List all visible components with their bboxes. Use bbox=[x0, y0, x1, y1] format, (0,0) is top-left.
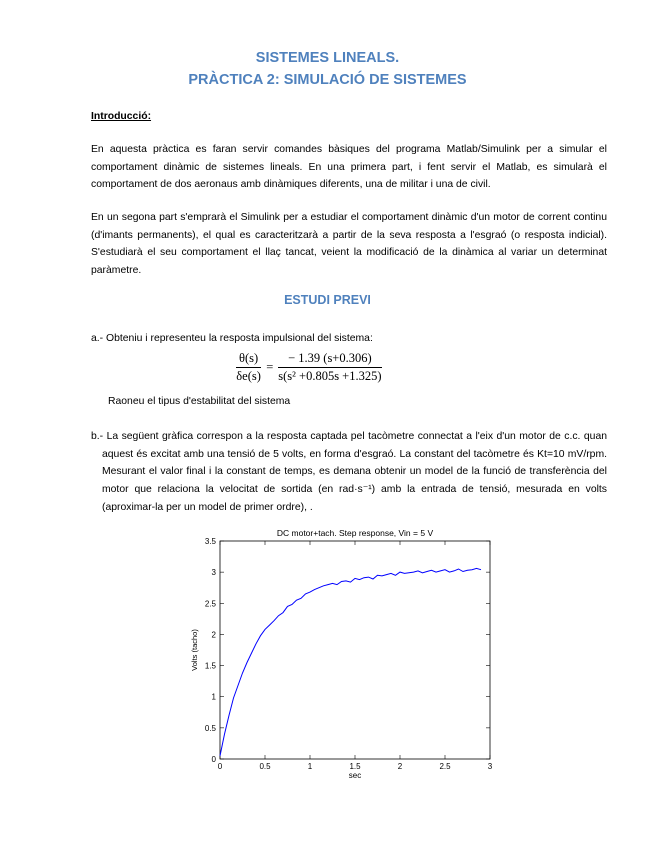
x-tick-label: 1.5 bbox=[349, 762, 361, 771]
y-tick-label: 2.5 bbox=[204, 599, 216, 609]
document-title-line2: PRÀCTICA 2: SIMULACIÓ DE SISTEMES bbox=[188, 72, 467, 88]
plot-area bbox=[220, 541, 490, 759]
x-tick-label: 1 bbox=[307, 762, 313, 771]
document-title-line1: SISTEMES LINEALS. bbox=[255, 50, 400, 66]
equation-lhs-denominator: δe(s) bbox=[236, 369, 261, 383]
x-tick-label: 2 bbox=[397, 762, 403, 771]
equation-rhs-denominator: s(s² +0.805s +1.325) bbox=[278, 369, 382, 383]
y-tick-label: 0.5 bbox=[204, 723, 216, 733]
y-tick-label: 3 bbox=[211, 568, 216, 578]
question-a-subtext: Raoneu el tipus d'estabilitat del sistema bbox=[108, 396, 291, 407]
x-tick-label: 0.5 bbox=[259, 762, 271, 771]
step-response-chart bbox=[186, 524, 506, 786]
x-tick-label: 2.5 bbox=[439, 762, 451, 771]
y-tick-label: 3.5 bbox=[204, 537, 216, 546]
equation-lhs bbox=[236, 350, 261, 385]
section-heading-estudi-previ: ESTUDI PREVI bbox=[284, 293, 371, 307]
transfer-function-equation bbox=[236, 350, 382, 385]
question-a: a.- Obteniu i representeu la resposta impulsional del sistema: bbox=[91, 333, 373, 344]
equation-lhs-numerator: θ(s) bbox=[236, 350, 261, 368]
equation-rhs bbox=[278, 350, 381, 385]
chart-y-axis-label: Volts (tacho) bbox=[190, 629, 199, 671]
y-tick-label: 0 bbox=[211, 755, 216, 764]
chart-x-axis-label: sec bbox=[348, 771, 362, 780]
intro-heading: Introducció: bbox=[91, 111, 152, 122]
equation-equals: = bbox=[266, 360, 274, 374]
question-b: b.- La següent gràfica correspon a la resposta captada pel tacòmetre connectat a l'eix d'un motor de c.c. quan aquest és excitat amb una tensió de 5 volts, en forma d'esgraó. La constant del tacòmetre és Kt=10 mV/rpm. Mesurant el valor final i la constant de temps, es demana obtenir un model de la funció de transferència del motor que relaciona la velocitat de sortida (en rad·s⁻¹) amb la entrada de tensió, mesurada en volts (aproximar-la per un model de primer ordre), . bbox=[91, 431, 607, 513]
intro-paragraph-1: En aquesta pràctica es faran servir comandes bàsiques del programa Matlab/Simulink per a simular el comportament dinàmic de sistemes lineals. En una primera part, i fent servir el Matlab, es simularà el comportament de dos aeronaus amb dinàmiques diferents, una de militar i una de civil. bbox=[91, 144, 607, 191]
equation-rhs-numerator: − 1.39 (s+0.306) bbox=[278, 350, 381, 368]
intro-paragraph-2: En un segona part s'emprarà el Simulink per a estudiar el comportament dinàmic d'un motor de corrent continu (d'imants permanents), el qual es caracteritzarà a partir de la seva resposta a l'esgraó (o resposta indicial). S'estudiarà el seu comportament el llaç tancat, veient la modificació de la dinàmica al variar un determinat paràmetre. bbox=[91, 212, 607, 277]
y-tick-label: 1 bbox=[211, 692, 216, 702]
x-tick-label: 0 bbox=[217, 762, 223, 771]
chart-title: DC motor+tach. Step response, Vin = 5 V bbox=[276, 528, 434, 538]
x-tick-label: 3 bbox=[487, 762, 493, 771]
y-tick-label: 1.5 bbox=[204, 661, 216, 671]
y-tick-label: 2 bbox=[211, 630, 216, 640]
